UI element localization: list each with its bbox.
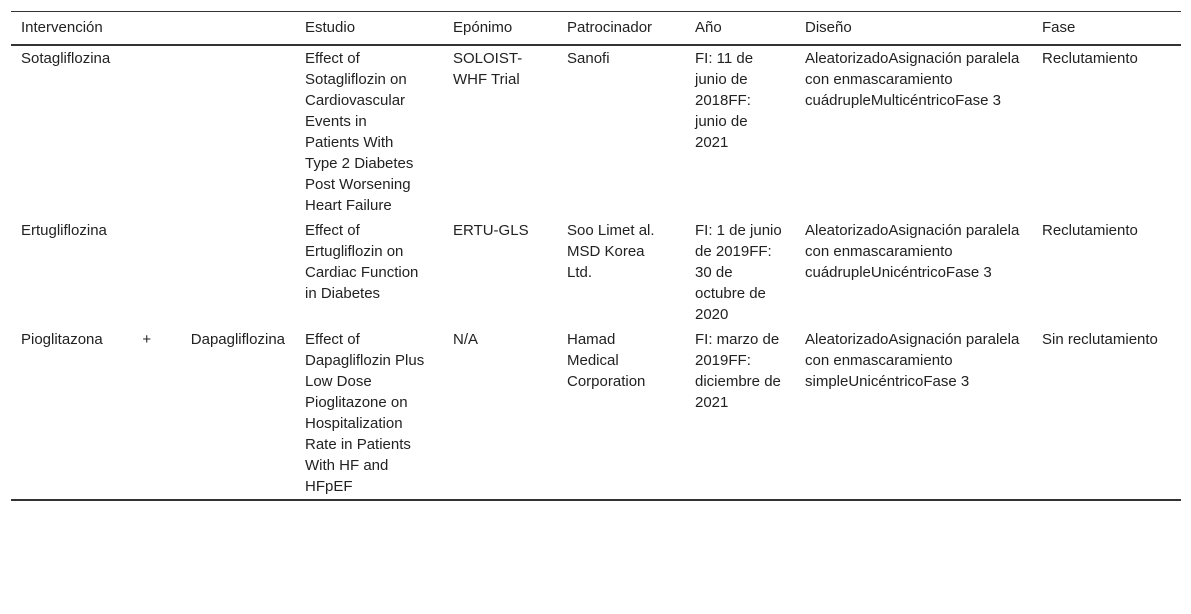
cell-intervencion: Sotagliflozina xyxy=(21,50,111,67)
cell-patrocinador: Sanofi xyxy=(567,50,610,67)
header-fase: Fase xyxy=(1042,19,1076,36)
cell-eponimo: SOLOIST-WHF Trial xyxy=(453,50,523,88)
cell-patrocinador: Hamad Medical Corporation xyxy=(567,331,646,390)
cell-fase: Reclutamiento xyxy=(1042,222,1138,239)
cell-intervencion: Ertugliflozina xyxy=(21,222,107,239)
clinical-trials-table xyxy=(11,11,1181,501)
cell-fase: Reclutamiento xyxy=(1042,50,1138,67)
cell-eponimo: N/A xyxy=(453,331,479,348)
table-row xyxy=(11,327,1181,500)
header-anio: Año xyxy=(695,19,722,36)
header-diseno: Diseño xyxy=(805,19,852,36)
cell-eponimo: ERTU-GLS xyxy=(453,222,529,239)
clinical-trials-table-container xyxy=(11,11,1181,501)
table-header-row xyxy=(11,12,1181,46)
cell-anio: FI: marzo de 2019FF: diciembre de 2021 xyxy=(695,331,781,411)
cell-estudio: Effect of Dapagliflozin Plus Low Dose Pioglitazone on Hospitalization Rate in Patients With HF and HFpEF xyxy=(305,331,425,495)
cell-patrocinador: Soo Limet al. MSD Korea Ltd. xyxy=(567,222,655,281)
cell-intervencion: Pioglitazona + Dapagliflozina xyxy=(21,331,285,348)
cell-fase: Sin reclutamiento xyxy=(1042,331,1158,348)
table-row xyxy=(11,45,1181,218)
cell-anio: FI: 1 de junio de 2019FF: 30 de octubre de 2020 xyxy=(695,222,782,323)
cell-estudio: Effect of Sotagliflozin on Cardiovascular Events in Patients With Type 2 Diabetes Post Worsening Heart Failure xyxy=(305,50,414,214)
cell-diseno: AleatorizadoAsignación paralela con enmascaramiento cuádrupleUnicéntricoFase 3 xyxy=(805,222,1020,281)
header-estudio: Estudio xyxy=(305,19,356,36)
header-intervencion: Intervención xyxy=(21,19,103,36)
header-eponimo: Epónimo xyxy=(453,19,513,36)
cell-diseno: AleatorizadoAsignación paralela con enmascaramiento cuádrupleMulticéntricoFase 3 xyxy=(805,50,1020,109)
cell-diseno: AleatorizadoAsignación paralela con enmascaramiento simpleUnicéntricoFase 3 xyxy=(805,331,1020,390)
table-row xyxy=(11,218,1181,327)
cell-estudio: Effect of Ertugliflozin on Cardiac Function in Diabetes xyxy=(305,222,419,302)
cell-anio: FI: 11 de junio de 2018FF: junio de 2021 xyxy=(695,50,754,151)
header-patrocinador: Patrocinador xyxy=(567,19,653,36)
